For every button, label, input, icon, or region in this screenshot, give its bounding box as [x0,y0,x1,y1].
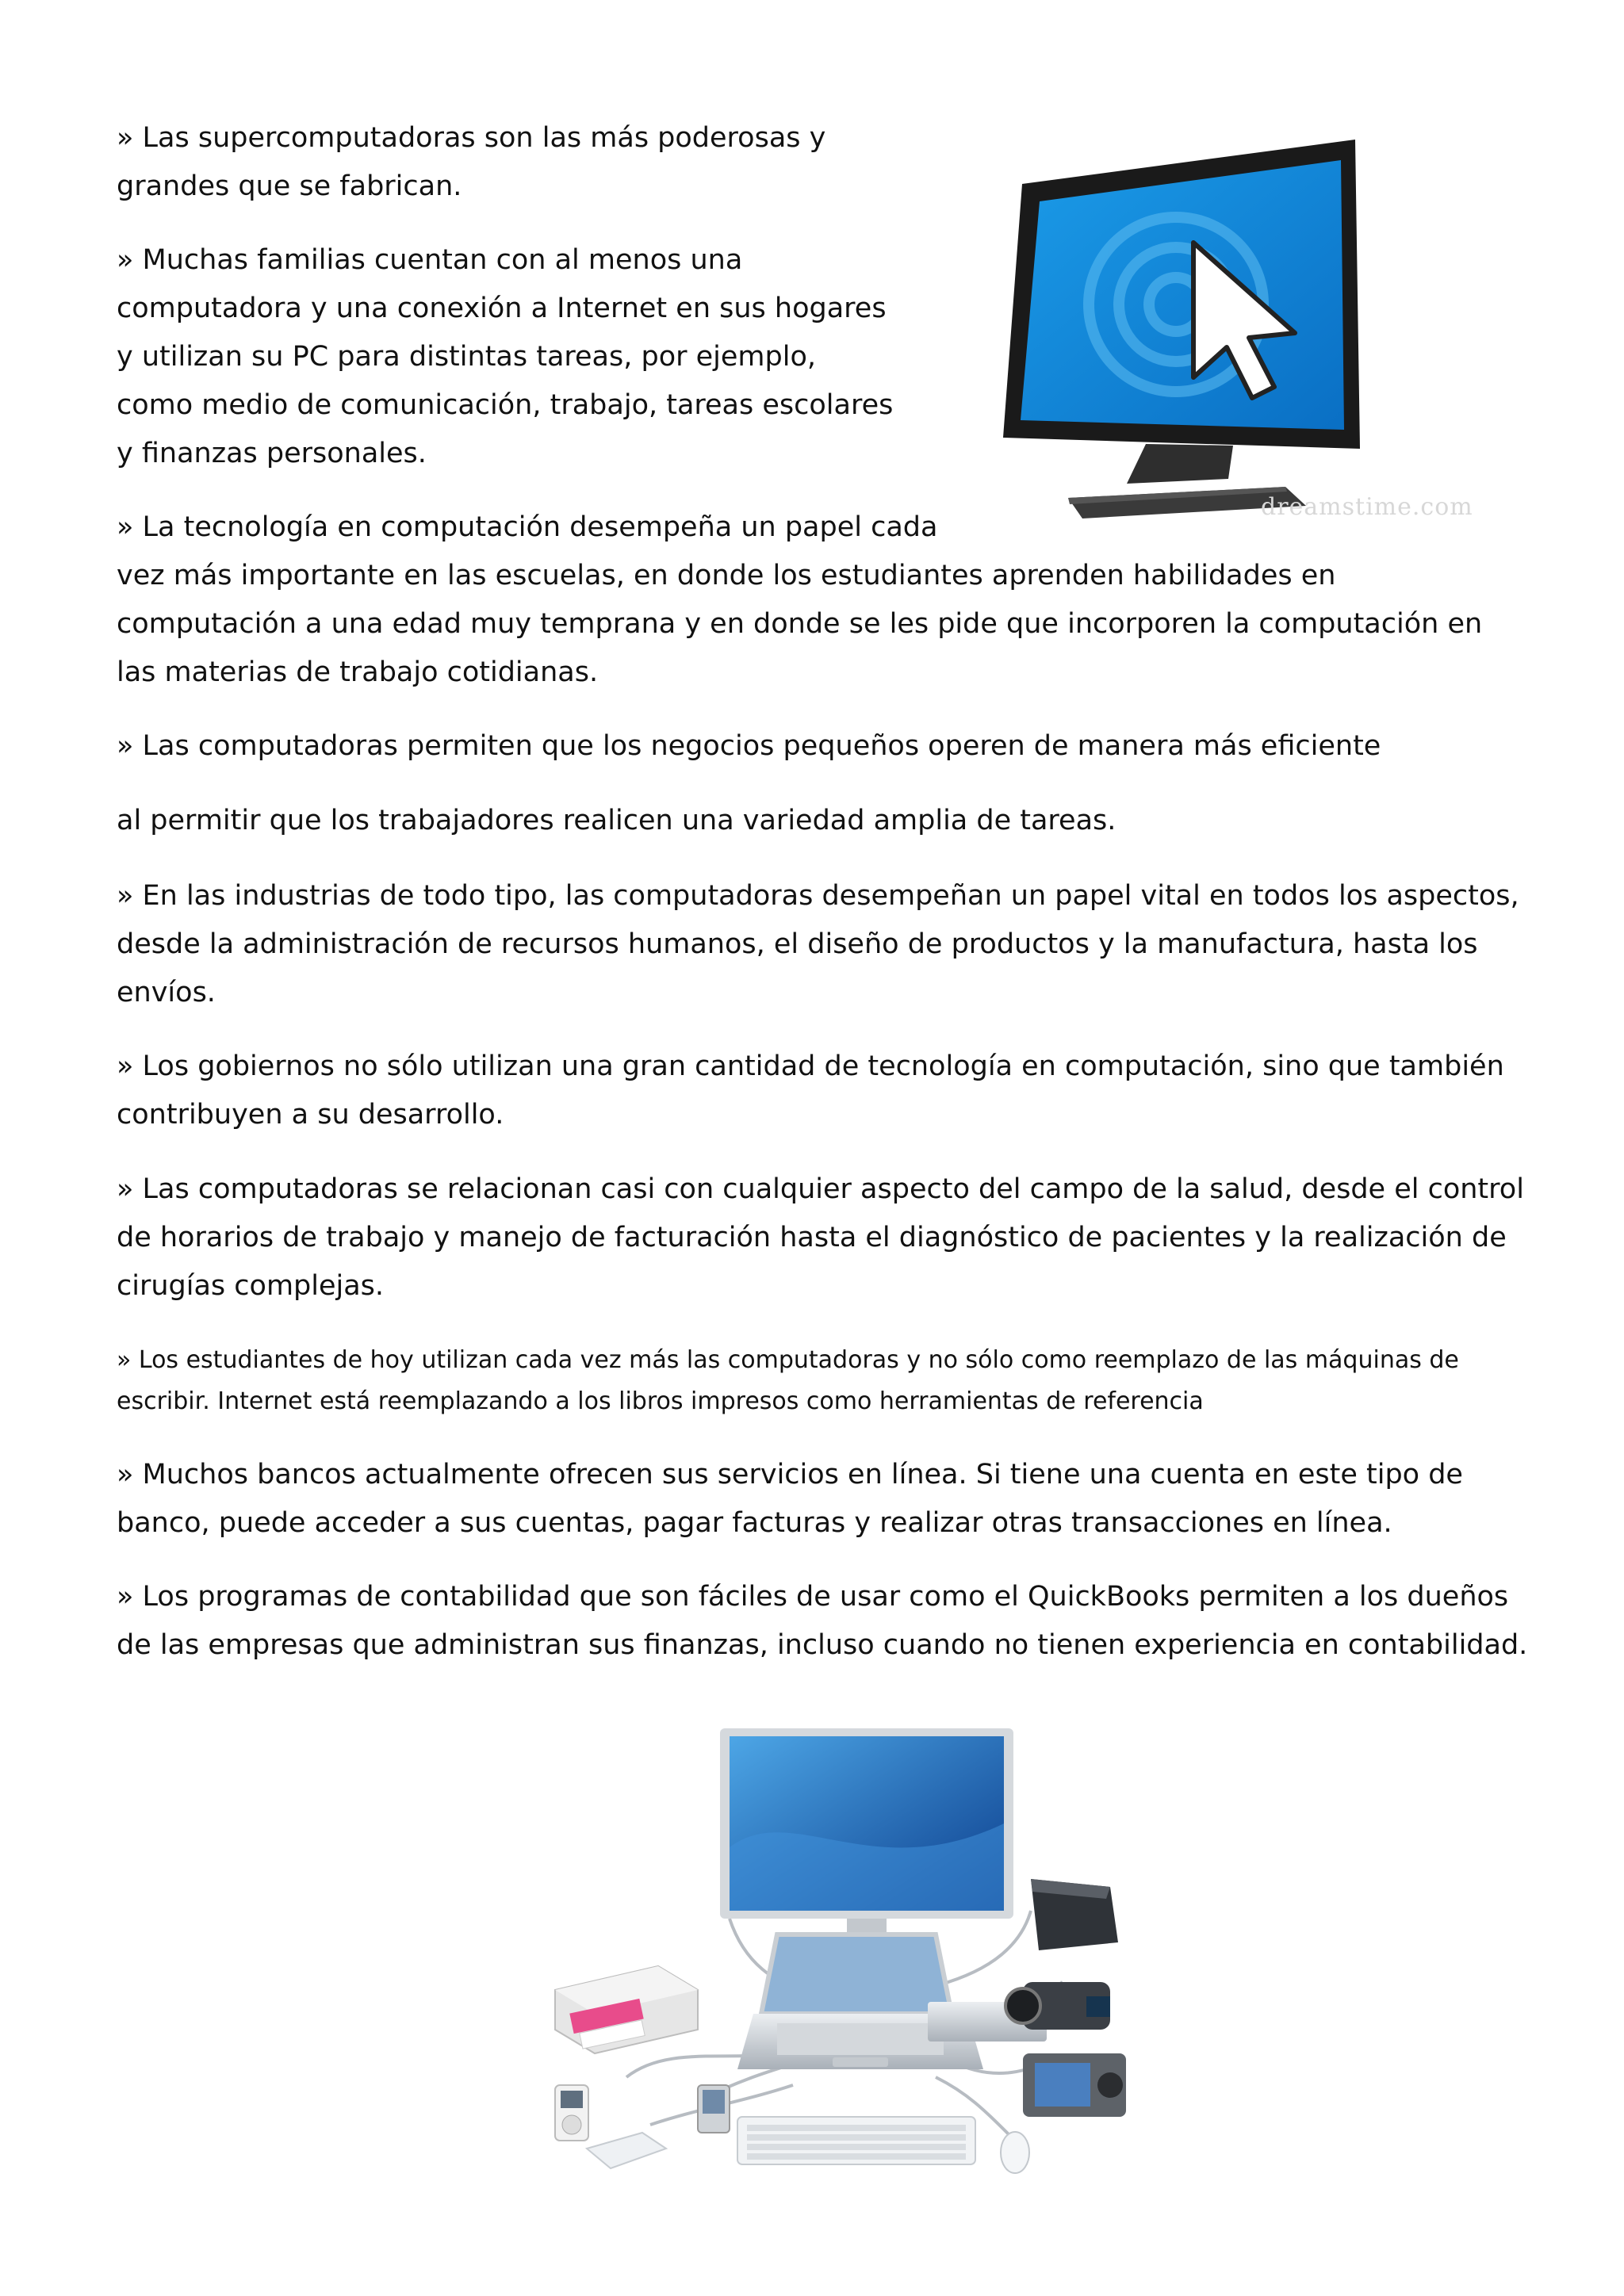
paragraph-schools: vez más importante en las escuelas, en donde los estudiantes aprenden habilidades en computación a una edad muy temprana y en donde se les pide que incorporen la computación en las materias de trabajo cotidianas. [117,560,1483,688]
paragraph-industries: » En las industrias de todo tipo, las computadoras desempeñan un papel vital en todos los aspectos, desde la administración de recursos humanos, el diseño de productos y la manufactura, hasta los envíos. [117,880,1519,1008]
paragraph-supercomputers: » Las supercomputadoras son las más poderosas y grandes que se fabrican. [117,122,826,202]
paragraph-banks: » Muchos bancos actualmente ofrecen sus servicios en línea. Si tiene una cuenta en este tipo de banco, puede acceder a sus cuentas, pagar facturas y realizar otras transacciones en línea. [117,1459,1463,1539]
paragraph-workers: al permitir que los trabajadores realicen una variedad amplia de tareas. [117,805,1116,836]
watermark-text: dreamstime.com [1261,493,1473,521]
paragraph-accounting: » Los programas de contabilidad que son fáciles de usar como el QuickBooks permiten a los dueños de las empresas que administran sus finanzas, incluso cuando no tienen experiencia en contabilidad. [117,1581,1528,1661]
paragraph-governments: » Los gobiernos no sólo utilizan una gran cantidad de tecnología en computación, sino que también contribuyen a su desarrollo. [117,1050,1504,1131]
monitor-illustration [995,133,1471,530]
paragraph-students: » Los estudiantes de hoy utilizan cada vez más las computadoras y no sólo como reemplazo de las máquinas de escribir. Internet está reemplazando a los libros impresos como herramientas de referencia [117,1346,1459,1415]
paragraph-families: » Muchas familias cuentan con al menos una computadora y una conexión a Internet en sus hogares y utilizan su PC para distintas tareas, por ejemplo, como medio de comunicación, trabajo, tareas escolares y finanzas personales. [117,244,894,469]
paragraph-health: » Las computadoras se relacionan casi con cualquier aspecto del campo de la salud, desde el control de horarios de trabajo y manejo de facturación hasta el diagnóstico de pacientes y la realización de cirugías complejas. [117,1173,1524,1302]
paragraph-small-business: » Las computadoras permiten que los negocios pequeños operen de manera más eficiente [117,730,1381,762]
paragraph-schools-start: » La tecnología en computación desempeña un papel cada [117,511,938,543]
computer-devices-illustration [539,1728,1166,2188]
